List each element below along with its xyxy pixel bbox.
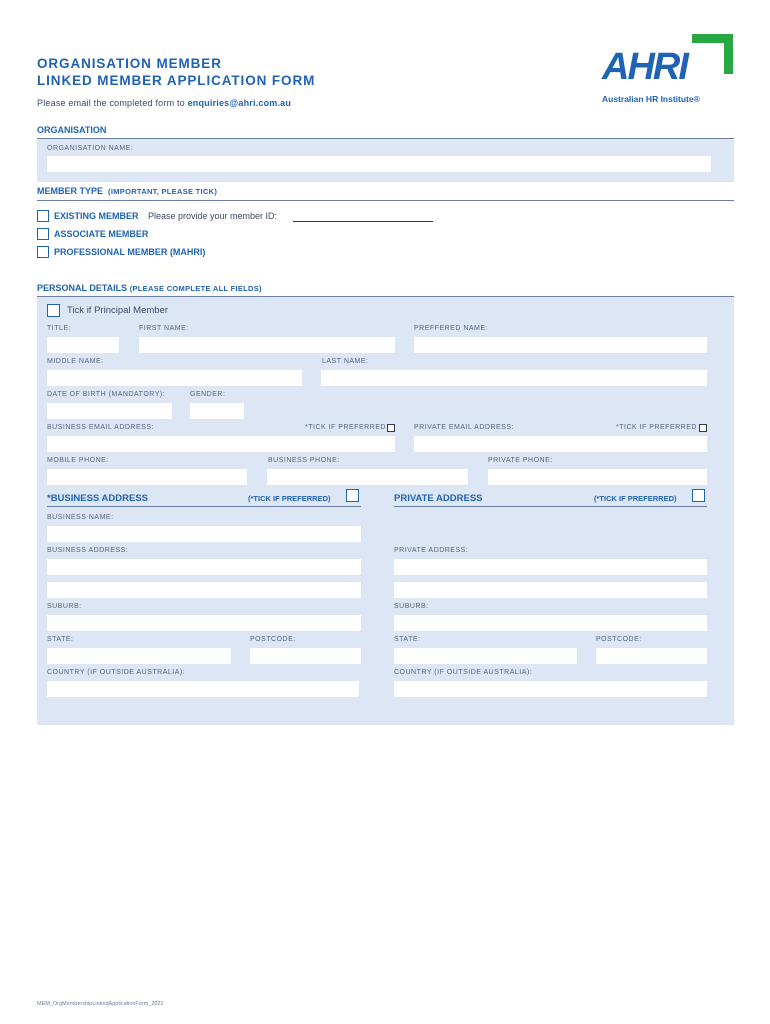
business-email-field[interactable]	[47, 436, 395, 452]
business-email-label: BUSINESS EMAIL ADDRESS:	[47, 424, 154, 431]
gender-label: GENDER:	[190, 391, 226, 398]
member-type-note: (IMPORTANT, PLEASE TICK)	[108, 187, 218, 196]
form-title-line1: ORGANISATION MEMBER	[37, 56, 222, 71]
private-country-label: COUNTRY (IF OUTSIDE AUSTRALIA):	[394, 669, 533, 676]
existing-member-label: EXISTING MEMBER	[54, 211, 139, 221]
private-postcode-label: POSTCODE:	[596, 636, 642, 643]
personal-details-title: PERSONAL DETAILS	[37, 283, 128, 293]
preferred-name-label: PREFFERED NAME:	[414, 325, 489, 332]
private-postcode-field[interactable]	[596, 648, 707, 664]
principal-member-checkbox[interactable]	[47, 304, 60, 317]
private-suburb-label: SUBURB:	[394, 603, 429, 610]
divider	[47, 506, 361, 507]
organisation-heading: ORGANISATION	[37, 125, 107, 135]
last-name-field[interactable]	[321, 370, 707, 386]
member-type-title: MEMBER TYPE	[37, 186, 104, 196]
business-postcode-field[interactable]	[250, 648, 361, 664]
title-label: TITLE:	[47, 325, 72, 332]
private-email-tick-label: *TICK IF PREFERRED	[616, 424, 697, 431]
associate-member-checkbox[interactable]	[37, 228, 49, 240]
professional-member-label: PROFESSIONAL MEMBER (MAHRI)	[54, 247, 206, 257]
logo-green-bar-vertical	[724, 34, 733, 74]
business-phone-field[interactable]	[267, 469, 468, 485]
private-phone-field[interactable]	[488, 469, 707, 485]
private-address-heading: PRIVATE ADDRESS	[394, 493, 483, 504]
email-link[interactable]: enquiries@ahri.com.au	[187, 98, 292, 108]
business-country-field[interactable]	[47, 681, 359, 697]
private-address-line2-field[interactable]	[394, 582, 707, 598]
business-name-field[interactable]	[47, 526, 361, 542]
private-email-preferred-checkbox[interactable]	[699, 424, 707, 432]
business-email-tick-label: *TICK IF PREFERRED	[305, 424, 386, 431]
form-reference-footer: MEM_OrgMembershipLinkedApplicationForm_2022	[37, 1001, 164, 1007]
member-type-heading	[37, 186, 217, 196]
dob-field[interactable]	[47, 403, 172, 419]
first-name-label: FIRST NAME:	[139, 325, 189, 332]
member-id-input-line[interactable]	[293, 221, 433, 222]
business-address-tick-label: (*TICK IF PREFERRED)	[248, 494, 331, 503]
business-suburb-label: SUBURB:	[47, 603, 82, 610]
gender-field[interactable]	[190, 403, 244, 419]
ahri-logo	[600, 34, 734, 104]
business-address-line1-field[interactable]	[47, 559, 361, 575]
personal-details-note: (PLEASE COMPLETE ALL FIELDS)	[129, 284, 262, 293]
divider	[37, 200, 734, 201]
private-phone-label: PRIVATE PHONE:	[488, 457, 553, 464]
business-country-label: COUNTRY (IF OUTSIDE AUSTRALIA):	[47, 669, 186, 676]
private-address-tick-label: (*TICK IF PREFERRED)	[594, 494, 677, 503]
private-suburb-field[interactable]	[394, 615, 707, 631]
middle-name-label: MIDDLE NAME:	[47, 358, 104, 365]
private-state-field[interactable]	[394, 648, 577, 664]
email-instruction	[37, 98, 291, 108]
professional-member-checkbox[interactable]	[37, 246, 49, 258]
private-state-label: STATE:	[394, 636, 421, 643]
instruction-text: Please email the completed form to	[37, 98, 188, 108]
associate-member-label: ASSOCIATE MEMBER	[54, 229, 149, 239]
middle-name-field[interactable]	[47, 370, 302, 386]
organisation-name-field[interactable]	[47, 156, 711, 172]
title-field[interactable]	[47, 337, 119, 353]
private-country-field[interactable]	[394, 681, 707, 697]
mobile-phone-label: MOBILE PHONE:	[47, 457, 109, 464]
logo-subtitle: Australian HR Institute®	[602, 94, 700, 104]
business-state-field[interactable]	[47, 648, 231, 664]
private-address-line1-field[interactable]	[394, 559, 707, 575]
business-name-label: BUSINESS NAME:	[47, 514, 114, 521]
business-address-line2-field[interactable]	[47, 582, 361, 598]
private-address-preferred-checkbox[interactable]	[692, 489, 705, 502]
form-title-line2: LINKED MEMBER APPLICATION FORM	[37, 73, 316, 88]
organisation-name-label: ORGANISATION NAME:	[47, 145, 134, 152]
business-suburb-field[interactable]	[47, 615, 361, 631]
divider	[394, 506, 707, 507]
preferred-name-field[interactable]	[414, 337, 707, 353]
business-phone-label: BUSINESS PHONE:	[268, 457, 340, 464]
dob-label: DATE OF BIRTH (MANDATORY):	[47, 391, 166, 398]
business-email-preferred-checkbox[interactable]	[387, 424, 395, 432]
logo-wordmark: AHRI	[602, 46, 687, 88]
business-address-heading: *BUSINESS ADDRESS	[47, 493, 149, 504]
mobile-phone-field[interactable]	[47, 469, 247, 485]
last-name-label: LAST NAME:	[322, 358, 369, 365]
existing-member-checkbox[interactable]	[37, 210, 49, 222]
business-state-label: STATE:	[47, 636, 74, 643]
principal-member-label: Tick if Principal Member	[67, 305, 169, 316]
member-id-prompt: Please provide your member ID:	[148, 211, 278, 221]
private-email-field[interactable]	[414, 436, 707, 452]
business-postcode-label: POSTCODE:	[250, 636, 296, 643]
business-address-label: BUSINESS ADDRESS:	[47, 547, 129, 554]
business-address-preferred-checkbox[interactable]	[346, 489, 359, 502]
first-name-field[interactable]	[139, 337, 395, 353]
private-email-label: PRIVATE EMAIL ADDRESS:	[414, 424, 514, 431]
personal-details-heading	[37, 283, 262, 293]
private-address-label: PRIVATE ADDRESS:	[394, 547, 469, 554]
